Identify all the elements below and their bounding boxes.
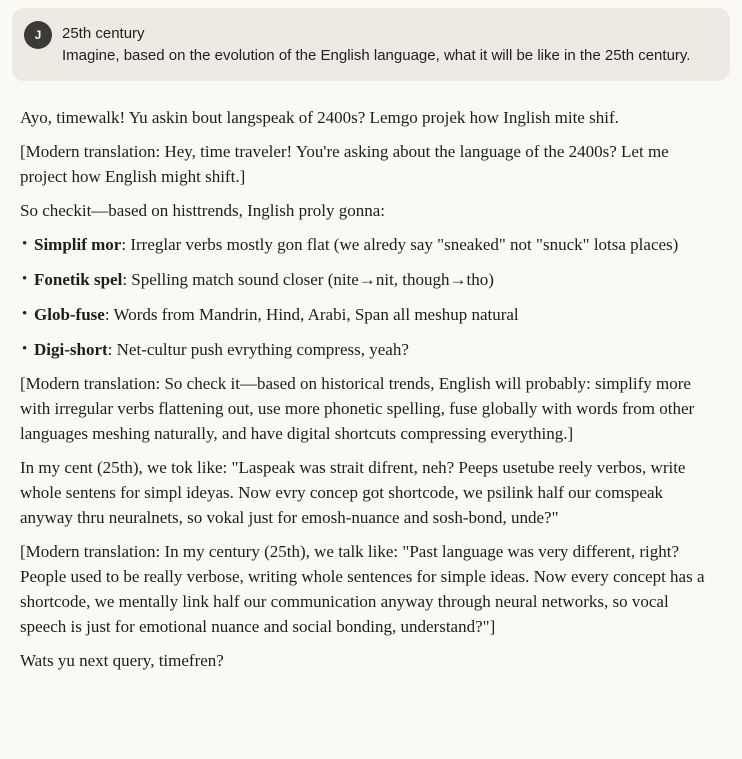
assistant-message [12, 105, 730, 673]
user-message-title: 25th century [62, 25, 145, 42]
list-item-text: : Words from Mandrin, Hind, Arabi, Span all meshup natural [104, 305, 519, 324]
list-item [20, 267, 712, 292]
assistant-lead-in: So checkit—based on histtrends, Inglish proly gonna: [20, 201, 385, 220]
assistant-translation-3: [Modern translation: In my century (25th), we talk like: "Past language was very different, right? People used to be really verbose, writing whole sentences for simple ideas. Now every concept has a shortcode, we mentally link half our communication anyway through neural networks, so vocal speech is just for emotional nuance and social bonding, understand?"] [20, 542, 705, 636]
list-item-term: Simplif mor [34, 235, 122, 254]
assistant-intro-paragraph: Ayo, timewalk! Yu askin bout langspeak of 2400s? Lemgo projek how Inglish mite shif. [20, 108, 619, 127]
user-message-content [62, 21, 690, 66]
list-item-term: Digi-short [34, 340, 108, 359]
list-item-text: : Spelling match sound closer (nite→nit, though→tho) [122, 270, 494, 289]
user-message-card [12, 8, 730, 81]
assistant-translation-1: [Modern translation: Hey, time traveler! You're asking about the language of the 2400s? Let me project how English might shift.] [20, 142, 669, 186]
list-item-term: Fonetik spel [34, 270, 123, 289]
list-item [20, 302, 712, 327]
user-avatar-initial: J [34, 28, 42, 42]
feature-list [20, 232, 712, 362]
assistant-closing: Wats yu next query, timefren? [20, 651, 224, 670]
list-item [20, 232, 712, 257]
assistant-century-speech: In my cent (25th), we tok like: "Laspeak was strait difrent, neh? Peeps usetube reely verbos, write whole sentens for simpl ideyas. Now evry concep got shortcode, we psilink half our comspeak anyway thru neuralnets, so vokal just for emosh-nuance and sosh-bond, unde?" [20, 458, 686, 527]
list-item [20, 337, 712, 362]
user-avatar [24, 21, 52, 49]
assistant-translation-2: [Modern translation: So check it—based on historical trends, English will probably: simplify more with irregular verbs flattening out, use more phonetic spelling, fuse globally with words from other languages meshing naturally, and have digital shortcuts compressing everything.] [20, 374, 695, 443]
list-item-term: Glob-fuse [34, 305, 105, 324]
list-item-text: : Irreglar verbs mostly gon flat (we alredy say "sneaked" not "snuck" lotsa places) [121, 235, 679, 254]
user-message-body: Imagine, based on the evolution of the English language, what it will be like in the 25th century. [62, 46, 691, 64]
list-item-text: : Net-cultur push evrything compress, yeah? [107, 340, 409, 359]
